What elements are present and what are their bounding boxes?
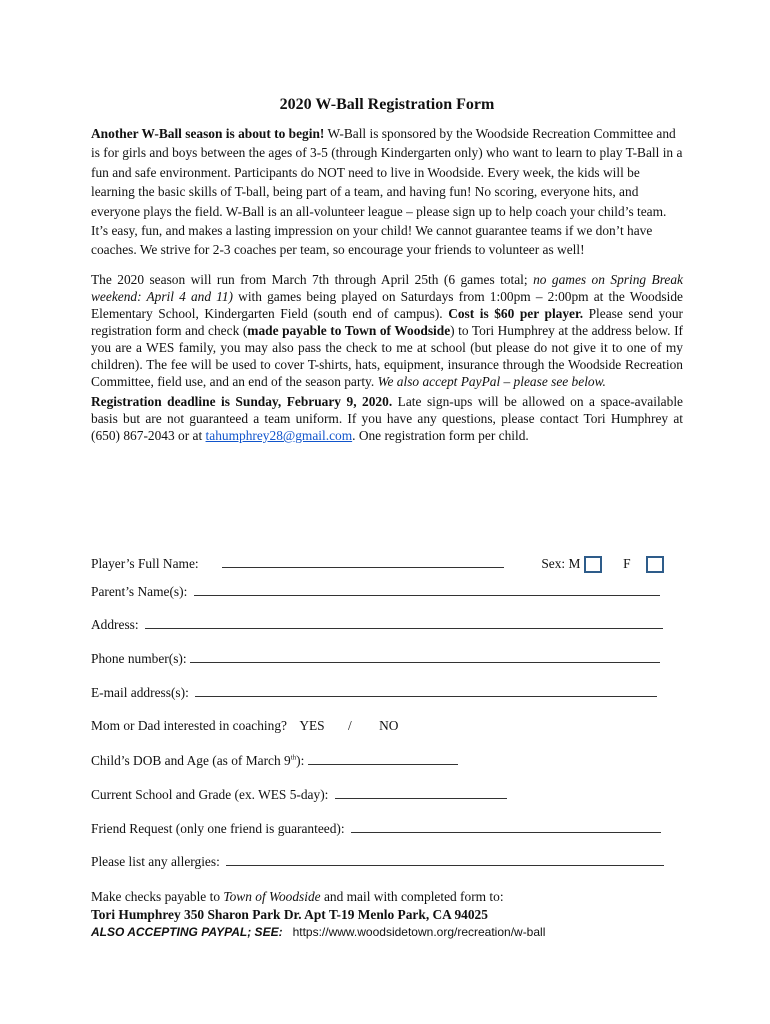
payable-note: made payable to Town of Woodside xyxy=(247,322,451,338)
deadline-paragraph xyxy=(91,393,683,444)
mailing-instructions xyxy=(91,888,545,942)
friend-label: Friend Request (only one friend is guaranteed): xyxy=(91,821,345,836)
friend-row xyxy=(91,820,661,837)
parents-label: Parent’s Name(s): xyxy=(91,584,188,599)
phone-row xyxy=(91,650,660,667)
coaching-yes[interactable]: YES xyxy=(299,718,325,733)
school-label: Current School and Grade (ex. WES 5-day): xyxy=(91,787,329,802)
dob-label: Child’s DOB and Age (as of March 9 xyxy=(91,753,291,768)
parents-row xyxy=(91,583,660,600)
season-text-2: with games being played on Saturdays from 1:00pm – 2:00pm at the Woodside Elementary School, Kindergarten Field (south end of campus). xyxy=(91,288,683,321)
mailing-address: Tori Humphrey 350 Sharon Park Dr. Apt T-19 Menlo Park, CA 94025 xyxy=(91,906,488,922)
allergies-label: Please list any allergies: xyxy=(91,854,220,869)
season-paragraph xyxy=(91,271,683,390)
email-row xyxy=(91,684,657,701)
paypal-label: ALSO ACCEPTING PAYPAL; SEE: xyxy=(91,925,283,939)
email-field[interactable] xyxy=(195,684,657,697)
paypal-url[interactable]: https://www.woodsidetown.org/recreation/w-ball xyxy=(292,925,546,939)
intro-lead: Another W-Ball season is about to begin! xyxy=(91,126,325,141)
school-row xyxy=(91,786,507,803)
coaching-separator: / xyxy=(348,718,352,733)
deadline-lead: Registration deadline is Sunday, February 9, 2020. xyxy=(91,393,393,409)
no-games-note: no games on Spring Break weekend: April 4 and 11) xyxy=(91,271,683,304)
dob-label-end: ): xyxy=(296,753,305,768)
sex-label: Sex: M xyxy=(541,556,581,571)
intro-paragraph xyxy=(91,124,683,260)
allergies-field[interactable] xyxy=(226,853,664,866)
phone-label: Phone number(s): xyxy=(91,651,187,666)
season-text-3: Please send your registration form and check ( xyxy=(91,305,683,338)
email-label: E-mail address(s): xyxy=(91,685,189,700)
female-label: F xyxy=(623,556,631,571)
form-body xyxy=(91,96,683,444)
deadline-text-1: Late sign-ups will be allowed on a space-available basis but are not guaranteed a team uniform. If you have any questions, please contact Tori Humphrey at (650) 867-2043 or at xyxy=(91,393,683,443)
form-title: 2020 W-Ball Registration Form xyxy=(279,96,495,113)
friend-field[interactable] xyxy=(351,820,661,833)
cost-note: Cost is $60 per player. xyxy=(448,305,584,321)
coaching-no[interactable]: NO xyxy=(379,718,399,733)
paypal-note: We also accept PayPal – please see below. xyxy=(377,373,606,389)
phone-field[interactable] xyxy=(190,650,660,663)
contact-email-link[interactable]: tahumphrey28@gmail.com xyxy=(205,427,353,443)
intro-text: W-Ball is sponsored by the Woodside Recreation Committee and is for girls and boys between the ages of 3-5 (through Kindergarten only) who want to learn to play T-Ball in a fun and safe environment. Participants do NOT need to live in Woodside. Every week, the kids will be learning the basic skills of T-ball, being part of a team, and having fun! No scoring, everyone hits, and everyone plays the field. W-Ball is an all-volunteer league – please sign up to help coach your child’s team. It’s easy, fun, and makes a lasting impression on your child! We cannot guarantee teams if we don’t have coaches. We strive for 2-3 coaches per team, so encourage your friends to volunteer as well! xyxy=(91,126,683,258)
deadline-text-2: . One registration form per child. xyxy=(352,427,529,443)
dob-field[interactable] xyxy=(308,752,458,765)
coaching-row xyxy=(91,718,398,734)
dob-row xyxy=(91,752,458,769)
season-text-1: The 2020 season will run from March 7th through April 25th (6 games total; xyxy=(91,271,534,287)
female-checkbox[interactable] xyxy=(646,556,664,573)
season-text-4: ) to Tori Humphrey at the address below. If you are a WES family, you may also pass the check to me at school (but please do not give it to one of my children). The fee will be used to cover T-shirts, hats, equipment, insurance through the Woodside Recreation Committee, field use, and an end of the season party. xyxy=(91,322,683,389)
coaching-label: Mom or Dad interested in coaching? xyxy=(91,718,287,733)
player-name-label: Player’s Full Name: xyxy=(91,556,199,571)
checks-text-1: Make checks payable to xyxy=(91,889,224,904)
player-name-row xyxy=(91,555,664,573)
paypal-line xyxy=(91,923,545,942)
parents-field[interactable] xyxy=(194,583,660,596)
male-checkbox[interactable] xyxy=(584,556,602,573)
school-field[interactable] xyxy=(335,786,507,799)
address-field[interactable] xyxy=(145,616,663,629)
checks-town: Town of Woodside xyxy=(223,889,321,904)
checks-line xyxy=(91,888,545,906)
checks-text-2: and mail with completed form to: xyxy=(320,889,504,904)
address-row xyxy=(91,616,663,633)
address-label: Address: xyxy=(91,617,139,632)
player-name-field[interactable] xyxy=(222,555,504,568)
allergies-row xyxy=(91,853,664,870)
dob-superscript: th xyxy=(290,753,297,762)
